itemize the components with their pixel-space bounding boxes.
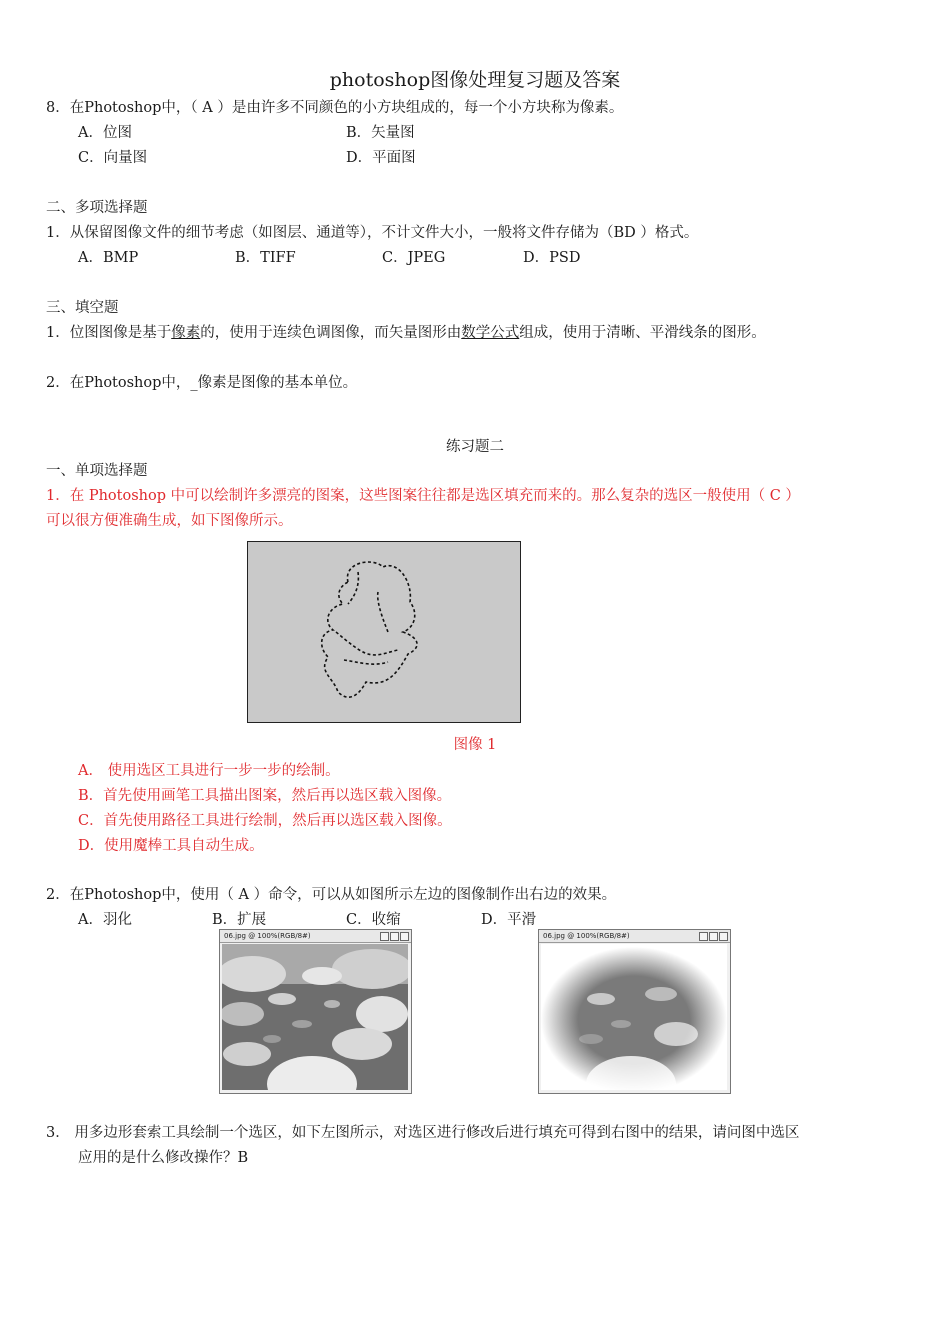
fill-q1-answer-1: 像素 <box>171 325 201 341</box>
selection-figure <box>247 541 521 723</box>
ex2-q2-option-d: D．平滑 <box>481 912 537 928</box>
multi-q1-option-c: C．JPEG <box>382 250 446 266</box>
original-photo-window <box>219 929 412 1094</box>
maximize-icon <box>390 932 399 941</box>
multi-q1-option-d: D．PSD <box>523 250 581 266</box>
feathered-river-photo-icon <box>541 944 727 1090</box>
question-8: 8．在Photoshop中，（ A ）是由许多不同颜色的小方块组成的，每一个小方块称为像素。 <box>46 100 624 116</box>
ex2-question-3-line1: 3． 用多边形套索工具绘制一个选区，如下左图所示，对选区进行修改后进行填充可得到右图中的结果，请问图中选区 <box>46 1125 800 1141</box>
ex2-question-2: 2．在Photoshop中，使用（ A ）命令，可以从如图所示左边的图像制作出右边的效果。 <box>46 887 617 903</box>
maximize-icon <box>709 932 718 941</box>
ex2-q1-option-b: B．首先使用画笔工具描出图案，然后再以选区载入图像。 <box>78 788 452 804</box>
page-title: photoshop图像处理复习题及答案 <box>329 69 621 91</box>
fill-q1-answer-2: 数学公式 <box>461 325 520 341</box>
section-heading-multi: 二、多项选择题 <box>46 200 148 216</box>
fill-q1-mid: 的，使用于连续色调图像，而矢量图形由 <box>200 325 462 341</box>
river-photo-icon <box>222 944 408 1090</box>
q8-option-b: B．矢量图 <box>346 125 415 141</box>
fill-q1-pre: 1．位图图像是基于 <box>46 325 172 341</box>
ex2-q1-option-d: D．使用魔棒工具自动生成。 <box>78 838 264 854</box>
fill-question-2: 2．在Photoshop中，_像素是图像的基本单位。 <box>46 375 358 391</box>
ex2-question-3-line2: 应用的是什么修改操作？B <box>78 1150 249 1166</box>
ex2-question-1-line1: 1．在 Photoshop 中可以绘制许多漂亮的图案，这些图案往往都是选区填充而来的。那么复杂的选区一般使用（ C ） <box>46 488 800 504</box>
multi-q1-option-b: B．TIFF <box>235 250 296 266</box>
ex2-q1-option-c: C．首先使用路径工具进行绘制，然后再以选区载入图像。 <box>78 813 452 829</box>
window-title: 06.jpg @ 100%(RGB/8#) <box>543 932 630 940</box>
close-icon <box>400 932 409 941</box>
exercise-2-heading: 练习题二 <box>446 439 504 455</box>
ex2-q2-option-c: C．收缩 <box>346 912 401 928</box>
ex2-question-1-line2: 可以很方便准确生成，如下图像所示。 <box>46 513 293 529</box>
q8-option-d: D．平面图 <box>346 150 416 166</box>
minimize-icon <box>699 932 708 941</box>
marching-ants-selection-icon <box>248 542 520 722</box>
figure-1-caption: 图像 1 <box>453 737 497 753</box>
fill-q1-post: 组成，使用于清晰、平滑线条的图形。 <box>519 325 766 341</box>
window-title: 06.jpg @ 100%(RGB/8#) <box>224 932 311 940</box>
close-icon <box>719 932 728 941</box>
multi-q1-option-a: A．BMP <box>78 250 139 266</box>
q8-option-c: C．向量图 <box>78 150 148 166</box>
section-heading-fill: 三、填空题 <box>46 300 119 316</box>
q8-option-a: A．位图 <box>78 125 132 141</box>
feathered-photo-window <box>538 929 731 1094</box>
ex2-q1-option-a: A． 使用选区工具进行一步一步的绘制。 <box>78 763 340 779</box>
section-heading-single: 一、单项选择题 <box>46 463 148 479</box>
ex2-q2-option-a: A．羽化 <box>78 912 132 928</box>
fill-question-1 <box>46 323 766 343</box>
ex2-q2-option-b: B．扩展 <box>212 912 267 928</box>
multi-question-1: 1．从保留图像文件的细节考虑（如图层、通道等），不计文件大小，一般将文件存储为（BD ）格式。 <box>46 225 699 241</box>
minimize-icon <box>380 932 389 941</box>
